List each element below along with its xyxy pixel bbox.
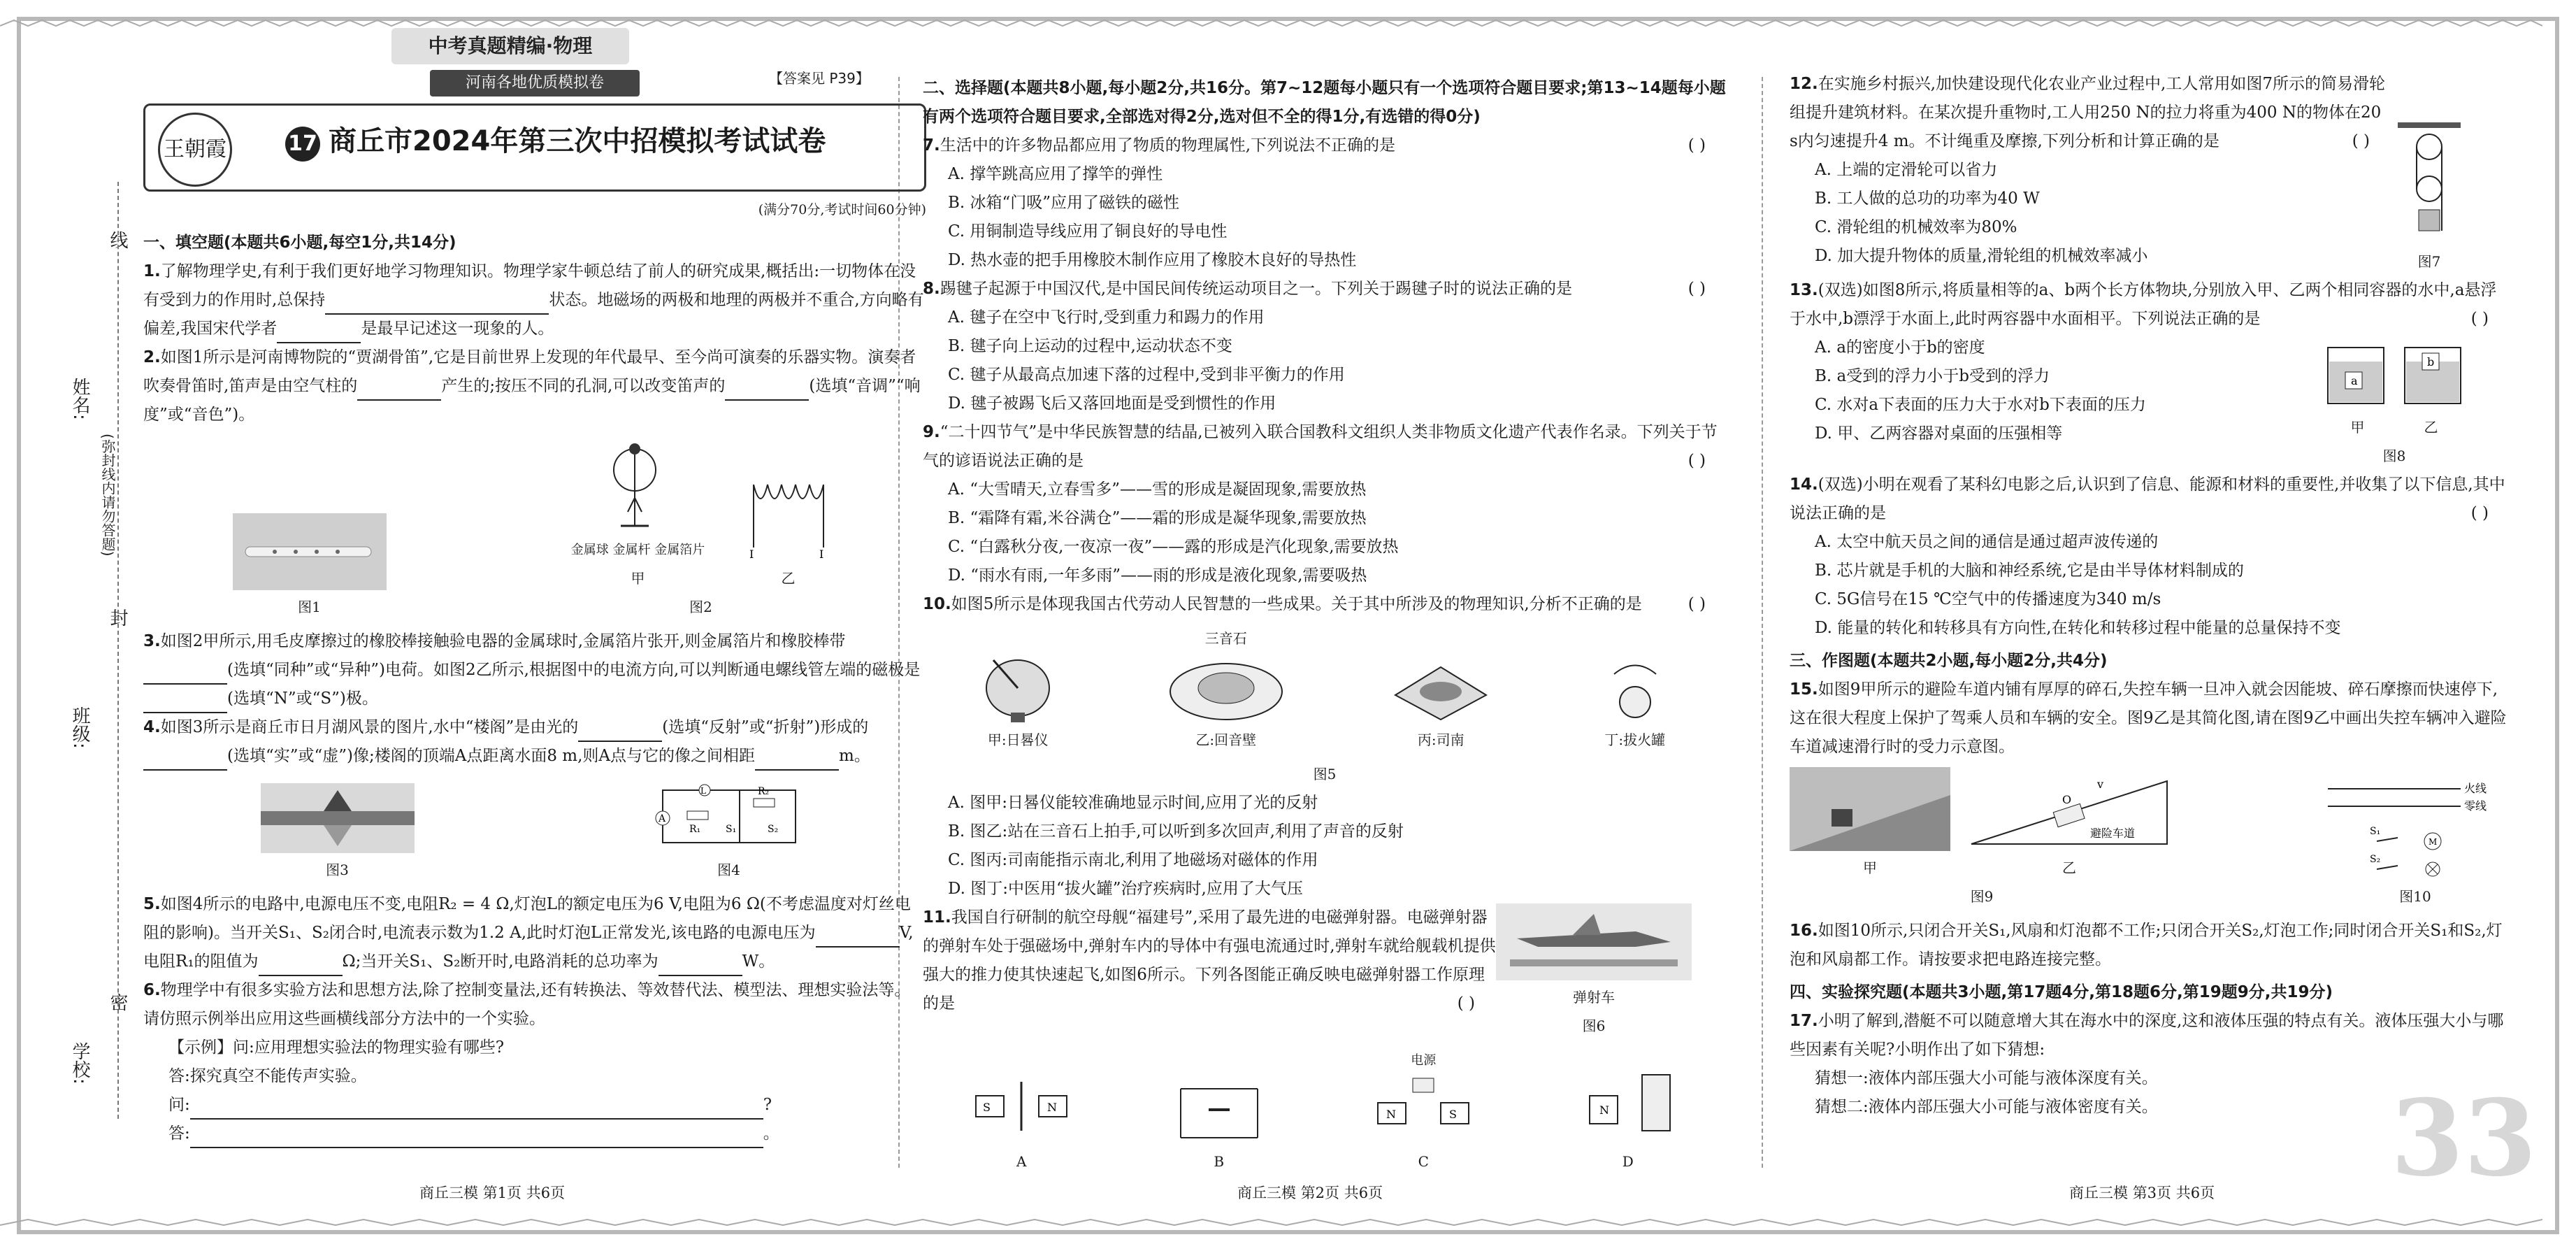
option[interactable]: B. “霜降有霜,米谷满仓”——霜的形成是凝华现象,需要放热 bbox=[948, 509, 1367, 527]
section-4-heading: 四、实验探究题(本题共3小题,第17题4分,第18题6分,第19题9分,共19分) bbox=[1790, 983, 2333, 1001]
option[interactable]: B. 冰箱“门吸”应用了磁铁的磁性 bbox=[948, 194, 1180, 212]
guess-1: 猜想一:液体内部压强大小可能与液体深度有关。 bbox=[1815, 1069, 2158, 1087]
name-label: 姓名: bbox=[69, 378, 90, 420]
option[interactable]: B. 图乙:站在三音石上拍手,可以听到多次回声,利用了声音的反射 bbox=[948, 822, 1404, 841]
question-11-block bbox=[923, 903, 1727, 1041]
magnet-conductor-icon bbox=[969, 1068, 1074, 1145]
choice-d-diagram[interactable]: N D bbox=[1576, 1068, 1681, 1176]
question-10: 10.如图5所示是体现我国古代劳动人民智慧的一些成果。关于其中所涉及的物理知识,分析不正确的是 ( ) bbox=[923, 595, 1706, 613]
figure-5-d: 丁:拔火罐 bbox=[1593, 653, 1677, 755]
option[interactable]: C. 水对a下表面的压力大于水对b下表面的压力 bbox=[1815, 396, 2146, 414]
electroscope-diagram bbox=[565, 435, 712, 533]
option[interactable]: C. “白露秋分夜,一夜凉一夜”——露的形成是汽化现象,需要放热 bbox=[948, 538, 1399, 556]
option[interactable]: D. 毽子被踢飞后又落回地面是受到惯性的作用 bbox=[948, 394, 1276, 413]
oersted-icon bbox=[1167, 1068, 1272, 1145]
option[interactable]: A. a的密度小于b的密度 bbox=[1815, 338, 1985, 357]
choice-b-diagram[interactable]: B bbox=[1167, 1068, 1272, 1176]
svg-text:火线: 火线 bbox=[2464, 782, 2487, 795]
question-11: 11.我国自行研制的航空母舰“福建号”,采用了最先进的电磁弹射器。电磁弹射器的弹射车处于强磁场中,弹射车内的导体中有强电流通过时,弹射车就给舰载机提供强大的推力使其快速起飞,如图6所示。下列各图能正确反映电磁弹射器工作原理的是 ( ) bbox=[923, 908, 1496, 1013]
motor-icon bbox=[1364, 1075, 1483, 1145]
option[interactable]: C. 毽子从最高点加速下落的过程中,受到非平衡力的作用 bbox=[948, 366, 1345, 384]
question-1: 1.了解物理学史,有利于我们更好地学习物理知识。物理学家牛顿总结了前人的研究成果,概括出:一切物体在没有受到力的作用时,总保持 状态。地磁场的两极和地理的两极并不重合,方向略有偏差,我国宋代学者 是最早记述这一现象的人。 bbox=[143, 257, 926, 343]
svg-text:S₁: S₁ bbox=[725, 824, 736, 835]
svg-text:N: N bbox=[1386, 1108, 1397, 1121]
option[interactable]: D. “雨水有雨,一年多雨”——雨的形成是液化现象,需要吸热 bbox=[948, 566, 1367, 585]
seal-note: (弥封线内请勿答题) bbox=[99, 434, 116, 557]
title-badge: 河南各地优质模拟卷 bbox=[430, 70, 640, 96]
blank-1b[interactable] bbox=[277, 321, 361, 343]
figure-5-b: 三音石 乙:回音壁 bbox=[1163, 624, 1289, 755]
household-circuit-icon bbox=[2321, 775, 2510, 880]
option[interactable]: D. 热水壶的把手用橡胶木制作应用了橡胶木良好的导热性 bbox=[948, 251, 1357, 269]
ask-line: 问: ? bbox=[168, 1091, 926, 1120]
exam-title bbox=[285, 127, 826, 162]
ask-input[interactable] bbox=[190, 1097, 763, 1120]
guess-2: 猜想二:液体内部压强大小可能与液体密度有关。 bbox=[1815, 1098, 2158, 1116]
option[interactable]: B. 工人做的总功的功率为40 W bbox=[1815, 190, 2040, 208]
option[interactable]: C. 滑轮组的机械效率为80% bbox=[1815, 218, 2017, 236]
section-2-heading: 二、选择题(本题共8小题,每小题2分,共16分。第7~12题每小题只有一个选项符合题目要求;第13~14题每小题有两个选项符合题目要求,全部选对得2分,选对但不全的得1分,有选错的得0分) bbox=[923, 79, 1726, 126]
blank-4a[interactable] bbox=[578, 720, 662, 742]
exam-number: 17 bbox=[285, 127, 320, 162]
sinan-compass-icon bbox=[1388, 653, 1493, 723]
school-label: 学校: bbox=[69, 1042, 90, 1085]
blank-1a[interactable] bbox=[325, 292, 549, 315]
svg-text:N: N bbox=[1599, 1103, 1609, 1117]
question-11-choices bbox=[923, 1046, 1727, 1176]
choice-a-diagram[interactable]: S N A bbox=[969, 1068, 1074, 1176]
figure-7: 图7 bbox=[2391, 119, 2468, 276]
example-answer: 答:探究真空不能传声实验。 bbox=[168, 1067, 367, 1085]
solenoid-diagram bbox=[740, 464, 837, 562]
svg-text:b: b bbox=[2427, 355, 2435, 369]
question-13-block bbox=[1790, 334, 2510, 471]
question-14: 14.(双选)小明在观看了某科幻电影之后,认识到了信息、能源和材料的重要性,并收集了以下信息,其中说法正确的是 ( ) bbox=[1790, 476, 2505, 522]
blank-5c[interactable] bbox=[659, 954, 742, 976]
svg-text:I: I bbox=[819, 548, 823, 561]
svg-text:a: a bbox=[2351, 374, 2358, 387]
figure-5-caption: 图5 bbox=[1313, 766, 1337, 782]
svg-text:S₂: S₂ bbox=[767, 824, 778, 835]
svg-text:N: N bbox=[1047, 1101, 1058, 1114]
option[interactable]: A. 撑竿跳高应用了撑竿的弹性 bbox=[948, 165, 1163, 183]
svg-text:A: A bbox=[658, 813, 665, 824]
title-box bbox=[143, 103, 926, 192]
blank-2a[interactable] bbox=[357, 378, 441, 401]
example-question: 【示例】问:应用理想实验法的物理实验有哪些? bbox=[168, 1038, 505, 1057]
figure-10: 火线 零线 S₁ M S₂ 图10 bbox=[2321, 775, 2510, 911]
svg-text:零线: 零线 bbox=[2464, 799, 2487, 813]
question-12: 12.在实施乡村振兴,加快建设现代化农业产业过程中,工人常用如图7所示的简易滑轮组提升建筑材料。在某次提升重物时,工人用250 N的拉力将重为400 N的物体在20 s内匀速提升4 m。不计绳重及摩擦,下列分析和计算正确的是 ( ) bbox=[1790, 75, 2386, 150]
blank-5b[interactable] bbox=[259, 954, 343, 976]
page-3-column bbox=[1790, 70, 2510, 1122]
jet-catapult-image bbox=[1496, 903, 1692, 980]
svg-text:I: I bbox=[749, 548, 754, 561]
question-17: 17.小明了解到,潜艇不可以随意增大其在海水中的深度,这和液体压强的特点有关。液体压强大小与哪些因素有关呢?小明作出了如下猜想: bbox=[1790, 1012, 2504, 1059]
svg-text:v: v bbox=[2097, 778, 2104, 791]
figure-5 bbox=[923, 624, 1727, 755]
question-16: 16.如图10所示,只闭合开关S₁,风扇和灯泡都不工作;只闭合开关S₂,灯泡工作;同时闭合开关S₁和S₂,灯泡和风扇都工作。请按要求把电路连接完整。 bbox=[1790, 922, 2503, 968]
seal-dash-line bbox=[117, 182, 119, 1119]
figure-6: 弹射车 图6 bbox=[1496, 903, 1692, 1041]
figure-5-c: 丙:司南 bbox=[1388, 653, 1493, 755]
option[interactable]: A. 图甲:日晷仪能较准确地显示时间,应用了光的反射 bbox=[948, 794, 1318, 812]
runaway-lane-photo bbox=[1790, 767, 1950, 851]
svg-text:S: S bbox=[1449, 1108, 1458, 1121]
power-source-label: 电源 bbox=[1411, 1053, 1437, 1068]
question-7: 7.生活中的许多物品都应用了物质的物理属性,下列说法不正确的是 ( ) bbox=[923, 136, 1706, 155]
cupping-icon bbox=[1593, 653, 1677, 723]
option[interactable]: B. 毽子向上运动的过程中,运动状态不变 bbox=[948, 337, 1232, 355]
svg-text:R₂: R₂ bbox=[757, 786, 769, 797]
figure-row-1-2 bbox=[143, 435, 926, 622]
svg-text:S: S bbox=[983, 1101, 991, 1114]
option[interactable]: C. 5G信号在15 ℃空气中的传播速度为340 m/s bbox=[1815, 590, 2161, 608]
answer-input[interactable] bbox=[190, 1126, 763, 1148]
circuit-diagram-4 bbox=[649, 776, 810, 853]
figure-3: 图3 bbox=[261, 783, 415, 885]
option[interactable]: D. 图丁:中医用“拔火罐”治疗疾病时,应用了大气压 bbox=[948, 880, 1303, 898]
blank-4c[interactable] bbox=[755, 748, 839, 771]
sundial-icon bbox=[972, 646, 1063, 723]
option[interactable]: D. 加大提升物体的质量,滑轮组的机械效率减小 bbox=[1815, 247, 2148, 265]
question-15: 15.如图9甲所示的避险车道内铺有厚厚的碎石,失控车辆一旦冲入就会因能坡、碎石摩擦而快速停下,这在很大程度上保护了驾乘人员和车辆的安全。图9乙是其简化图,请在图9乙中画出失控车辆冲入避险车道减速滑行时的受力示意图。 bbox=[1790, 680, 2507, 756]
blank-2b[interactable] bbox=[725, 378, 809, 401]
option[interactable]: D. 甲、乙两容器对桌面的压强相等 bbox=[1815, 424, 2063, 443]
label-metal-foil: 金属箔片 bbox=[654, 543, 705, 557]
question-13: 13.(双选)如图8所示,将质量相等的a、b两个长方体物块,分别放入甲、乙两个相同容器的水中,a悬浮于水中,b漂浮于水面上,此时两容器中水面相平。下列说法正确的是 ( ) bbox=[1790, 281, 2497, 328]
option[interactable]: C. 用铜制造导线应用了铜良好的导电性 bbox=[948, 222, 1228, 241]
lake-pavilion-image bbox=[261, 783, 415, 853]
svg-text:S₁: S₁ bbox=[2370, 826, 2381, 837]
question-7-options bbox=[923, 160, 1727, 275]
figure-5-a: 甲:日晷仪 bbox=[972, 646, 1063, 755]
answer-reference: 【答案见 P39】 bbox=[769, 70, 870, 87]
option[interactable]: A. 上端的定滑轮可以省力 bbox=[1815, 161, 1998, 179]
question-2: 2.如图1所示是河南博物院的“贾湖骨笛”,它是目前世界上发现的年代最早、至今尚可演奏的乐器实物。演奏者吹奏骨笛时,笛声是由空气柱的 产生的;按压不同的孔洞,可以改变笛声的 (选填“音调”“响度”或“音色”)。 bbox=[143, 348, 921, 424]
three-sound-stone-label: 三音石 bbox=[1204, 630, 1247, 647]
section-3-heading: 三、作图题(本题共2小题,每小题2分,共4分) bbox=[1790, 652, 2108, 670]
option[interactable]: B. 芯片就是手机的大脑和神经系统,它是由半导体材料制成的 bbox=[1815, 562, 2244, 580]
option[interactable]: A. 毽子在空中飞行时,受到重力和踢力的作用 bbox=[948, 308, 1265, 327]
option[interactable]: B. a受到的浮力小于b受到的浮力 bbox=[1815, 367, 2050, 385]
svg-text:S₂: S₂ bbox=[2370, 854, 2381, 865]
figure-2: 金属球 金属杆 金属箔片 甲 I I 乙 图2 bbox=[565, 435, 837, 622]
page-spread-number: 33 bbox=[2391, 1077, 2537, 1200]
svg-text:M: M bbox=[2429, 837, 2438, 847]
question-9: 9.“二十四节气”是中华民族智慧的结晶,已被列入联合国教科文组织人类非物质文化遗产代表作名录。下列关于节气的谚语说法正确的是 ( ) bbox=[923, 423, 1718, 470]
exam-meta: (满分70分,考试时间60分钟) bbox=[758, 202, 926, 217]
footer-page-3: 商丘三模 第3页 共6页 bbox=[2069, 1185, 2215, 1201]
seal-mark-seal: 封 bbox=[107, 608, 128, 627]
question-3: 3.如图2甲所示,用毛皮摩擦过的橡胶棒接触验电器的金属球时,金属箔片张开,则金属箔片和橡胶棒带(选填“同种”或“异种”)电荷。如图2乙所示,根据图中的电流方向,可以判断通电螺线管左端的磁极是(选填“N”或“S”)极。 bbox=[143, 627, 926, 713]
seal-mark-line: 线 bbox=[107, 231, 128, 249]
question-8: 8.踢毽子起源于中国汉代,是中国民间传统运动项目之一。下列关于踢毽子时的说法正确的是 ( ) bbox=[923, 280, 1706, 298]
figure-row-9-10 bbox=[1790, 767, 2510, 911]
figure-9: 甲 O v 避险车道 乙 图9 bbox=[1790, 767, 2174, 911]
exam-title-text: 商丘市2024年第三次中招模拟考试试卷 bbox=[329, 125, 826, 157]
choice-c-diagram[interactable]: 电源 N S C bbox=[1364, 1046, 1483, 1176]
blank-5a[interactable] bbox=[816, 925, 900, 948]
svg-text:避险车道: 避险车道 bbox=[2090, 827, 2136, 840]
figure-4: A L R₁ S₁ R₂ S₂ 图4 bbox=[649, 776, 810, 885]
catapult-car-label: 弹射车 bbox=[1573, 989, 1615, 1006]
question-4: 4.如图3所示是商丘市日月湖风景的图片,水中“楼阁”是由光的 (选填“反射”或“折射”)形成的(选填“实”或“虚”)像;楼阁的顶端A点距离水面8 m,则A点与它的像之间相距 m。 bbox=[143, 713, 926, 771]
figure-1: 图1 bbox=[233, 513, 387, 622]
label-metal-ball: 金属球 bbox=[570, 543, 609, 557]
answer-line: 答: 。 bbox=[168, 1120, 926, 1148]
blank-4b[interactable] bbox=[143, 748, 227, 771]
top-wave-border bbox=[0, 18, 2542, 34]
bottom-wave-border bbox=[0, 1217, 2542, 1233]
seal-mark-close: 密 bbox=[107, 993, 128, 1011]
svg-text:O: O bbox=[2062, 793, 2072, 806]
figure-8: a b 甲 乙 图8 bbox=[2321, 334, 2468, 471]
column-divider-2 bbox=[1762, 77, 1763, 1168]
question-6: 6.物理学中有很多实验方法和思想方法,除了控制变量法,还有转换法、等效替代法、模型法、理想实验法等。请仿照示例举出应用这些画横线部分方法中的一个实验。 bbox=[143, 981, 911, 1028]
publisher-logo-icon: 王朝霞 bbox=[158, 113, 232, 187]
svg-text:R₁: R₁ bbox=[689, 824, 700, 835]
question-5: 5.如图4所示的电路中,电源电压不变,电阻R₂ = 4 Ω,灯泡L的额定电压为6 V,电阻为6 Ω(不考虑温度对灯丝电阻的影响)。当开关S₁、S₂闭合时,电流表示数为1.2 A,此时灯泡L正常发光,该电路的电源电压为 V,电阻R₁的阻值为 Ω;当开关S₁、S₂断开时,电路消耗的总功率为 W。 bbox=[143, 890, 926, 976]
incline-diagram bbox=[1964, 767, 2174, 851]
electromagnet-icon bbox=[1576, 1068, 1681, 1145]
page-2-column bbox=[923, 70, 1727, 1182]
section-1-heading: 一、填空题(本题共6小题,每空1分,共14分) bbox=[143, 234, 456, 252]
blank-3a[interactable] bbox=[143, 662, 227, 685]
bone-flute-image bbox=[233, 513, 387, 590]
series-tag: 中考真题精编·物理 bbox=[391, 28, 629, 64]
question-12-block bbox=[1790, 70, 2510, 276]
footer-page-1: 商丘三模 第1页 共6页 bbox=[419, 1185, 566, 1201]
option[interactable]: C. 图丙:司南能指示南北,利用了地磁场对磁体的作用 bbox=[948, 851, 1318, 869]
option[interactable]: A. 太空中航天员之间的通信是通过超声波传递的 bbox=[1815, 533, 2159, 551]
page-1-column bbox=[143, 70, 926, 1148]
figure-row-3-4 bbox=[143, 776, 926, 885]
svg-text:L: L bbox=[700, 786, 706, 796]
option[interactable]: A. “大雪晴天,立春雪多”——雪的形成是凝固现象,需要放热 bbox=[948, 480, 1367, 499]
option[interactable]: D. 能量的转化和转移具有方向性,在转化和转移过程中能量的总量保持不变 bbox=[1815, 619, 2341, 637]
blank-3b[interactable] bbox=[143, 691, 227, 713]
two-containers-icon bbox=[2321, 334, 2468, 410]
class-label: 班级: bbox=[69, 706, 90, 749]
pulley-system-icon bbox=[2391, 119, 2468, 245]
footer-page-2: 商丘三模 第2页 共6页 bbox=[1237, 1185, 1383, 1201]
echo-wall-icon bbox=[1163, 653, 1289, 723]
label-metal-rod: 金属杆 bbox=[612, 543, 651, 557]
